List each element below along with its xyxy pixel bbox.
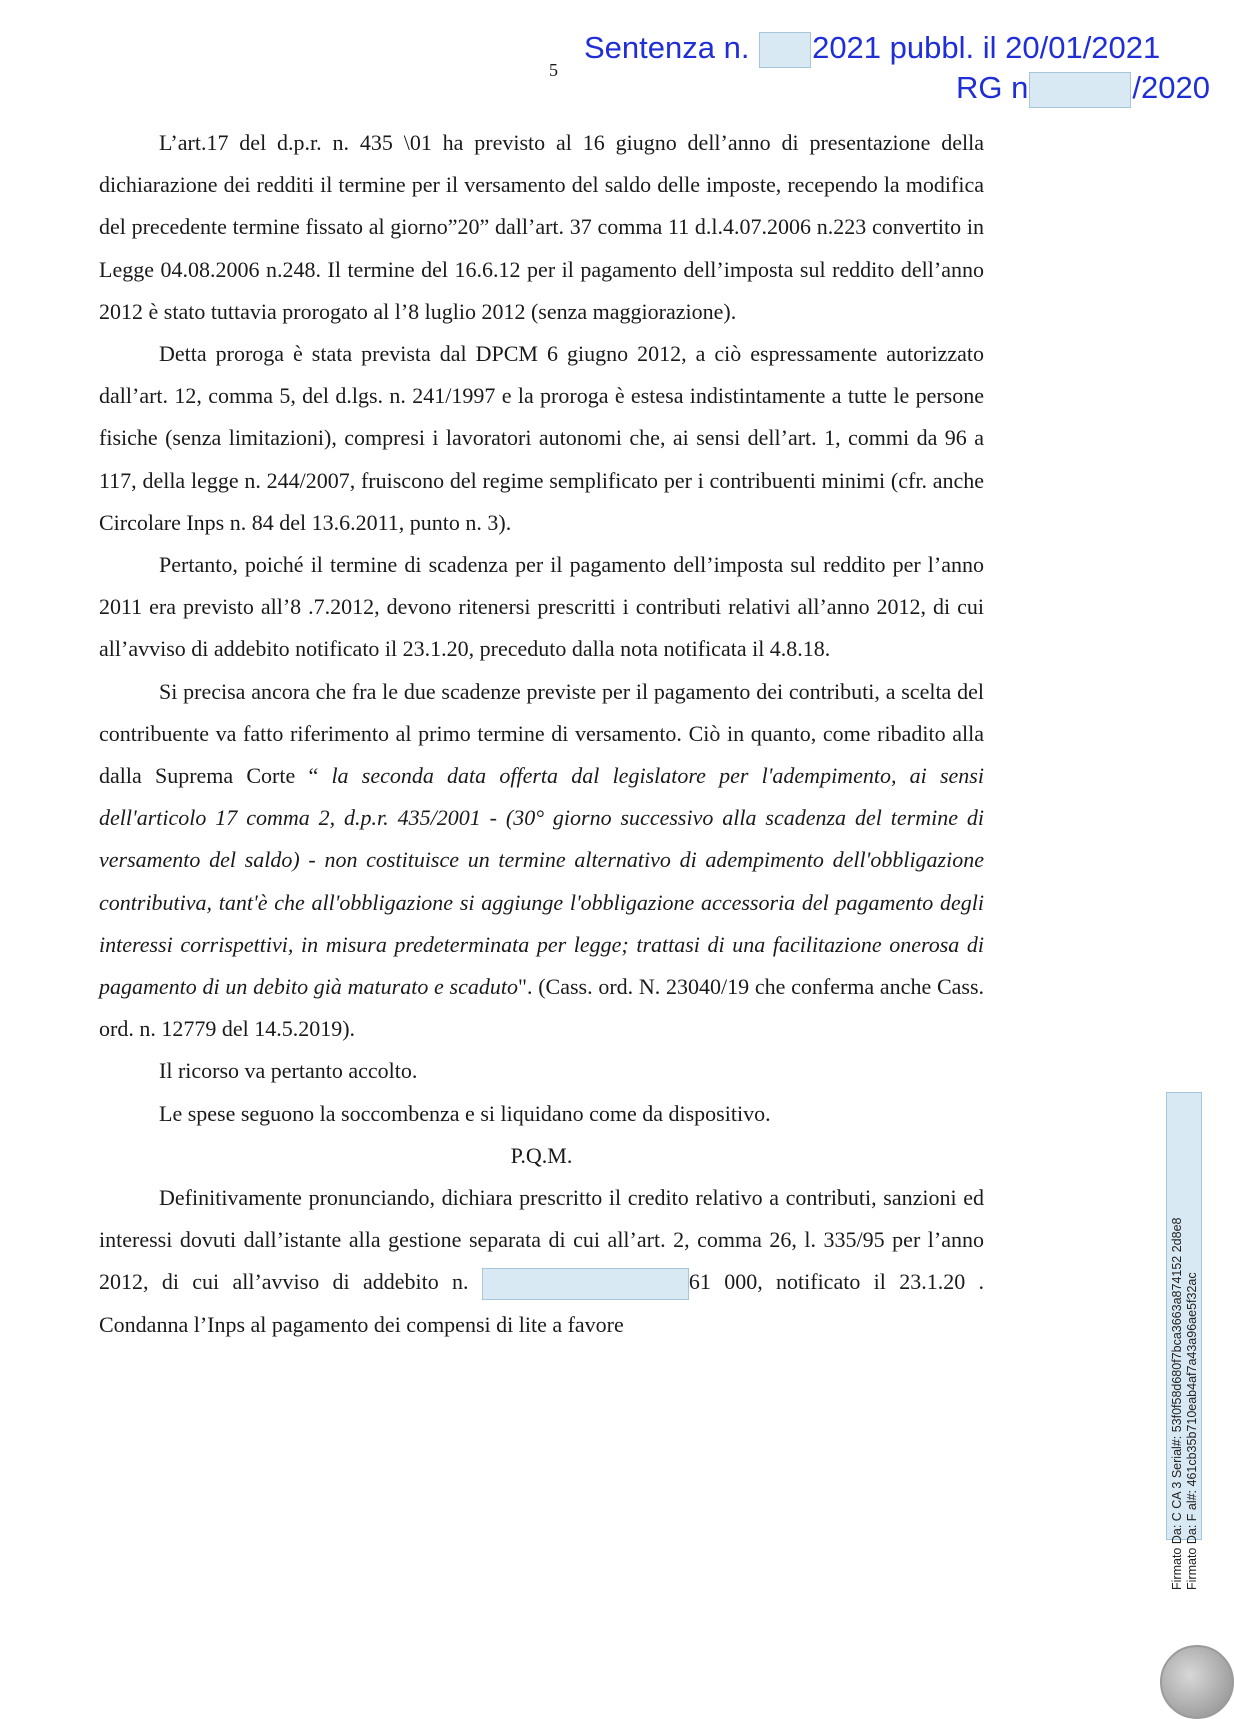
redaction-box <box>482 1268 689 1300</box>
rg-label: RG n <box>956 70 1029 105</box>
page-number: 5 <box>549 60 558 80</box>
paragraph-7-post: 61 000, notificato il 23.1.20 . Condanna l’Inps al pagamento dei compensi di lite a favore <box>99 1269 985 1337</box>
redaction-box <box>1029 72 1131 108</box>
paragraph-7-pre: Definitivamente pronunciando, dichiara prescritto il credito relativo a contributi, sanzioni ed interessi dovuti dall’istante alla gestione separata di cui all’art. 2, comma 26, l. 335/95 per l’anno 2012, di cui all’avviso di addebito n. <box>99 1185 984 1295</box>
signature-line-1: Firmato Da: C CA 3 Serial#: 53f0f58d680f7bca3663a874152 2d8e8 <box>1170 1217 1184 1590</box>
quoted-jurisprudence: la seconda data offerta dal legislatore per l'adempimento, ai sensi dell'articolo 17 comma 2, d.p.r. 435/2001 - (30° giorno successivo alla scadenza del termine di versamento del saldo) - non costituisce un termine alternativo di adempimento dell'obbligazione contributiva, tant'è che all'obbligazione si aggiunge l'obbligazione accessoria del pagamento degli interessi corrispettivi, in misura predeterminata per legge; trattasi di una facilitazione onerosa di pagamento di un debito già maturato e scaduto <box>99 763 984 1000</box>
rg-year: /2020 <box>1132 70 1210 105</box>
seal-icon <box>1160 1645 1234 1719</box>
signature-line-2: Firmato Da: F al#: 461cb35b710eab4af7a43a96ae5f32ac <box>1185 1272 1199 1590</box>
paragraph-3: Pertanto, poiché il termine di scadenza per il pagamento dell’imposta sul reddito per l’anno 2011 era previsto all’8 .7.2012, devono ritenersi prescritti i contributi relativi all’anno 2012, di cui all’avviso di addebito notificato il 23.1.20, preceduto dalla nota notificata il 4.8.18. <box>99 552 984 662</box>
sentenza-date: 2021 pubbl. il 20/01/2021 <box>812 30 1161 65</box>
paragraph-7 <box>99 1177 984 1346</box>
paragraph-4 <box>99 671 984 1051</box>
redaction-box <box>759 32 811 68</box>
paragraph-1: L’art.17 del d.p.r. n. 435 \01 ha previsto al 16 giugno dell’anno di presentazione della dichiarazione dei redditi il termine per il versamento del saldo delle imposte, recependo la modifica del precedente termine fissato al giorno”20” dall’art. 37 comma 11 d.l.4.07.2006 n.223 convertito in Legge 04.08.2006 n.248. Il termine del 16.6.12 per il pagamento dell’imposta sul reddito dell’anno 2012 è stato tuttavia prorogato al l’8 luglio 2012 (senza maggiorazione). <box>99 130 984 324</box>
paragraph-4-lead: Si precisa ancora che fra le due scadenze previste per il pagamento dei contributi, a scelta del contribuente va fatto riferimento al primo termine di versamento. Ciò in quanto, come ribadito alla dalla Suprema Corte “ <box>99 678 984 789</box>
header-stamp <box>584 28 1210 108</box>
sentenza-label: Sentenza n. <box>584 30 759 65</box>
digital-signature-text <box>1170 730 1200 1590</box>
paragraph-6: Le spese seguono la soccombenza e si liquidano come da dispositivo. <box>159 1100 771 1126</box>
paragraph-5: Il ricorso va pertanto accolto. <box>159 1058 418 1084</box>
document-body <box>99 122 984 1346</box>
rg-line <box>956 68 1210 108</box>
sentenza-line <box>584 28 1160 68</box>
paragraph-4-citation: ". (Cass. ord. N. 23040/19 che conferma anche Cass. ord. n. 12779 del 14.5.2019). <box>99 974 985 1042</box>
paragraph-2: Detta proroga è stata prevista dal DPCM 6 giugno 2012, a ciò espressamente autorizzato dall’art. 12, comma 5, del d.lgs. n. 241/1997 e la proroga è estesa indistintamente a tutte le persone fisiche (senza limitazioni), compresi i lavoratori autonomi che, ai sensi dell’art. 1, commi da 96 a 117, della legge n. 244/2007, fruiscono del regime semplificato per i contribuenti minimi (cfr. anche Circolare Inps n. 84 del 13.6.2011, punto n. 3). <box>99 341 984 535</box>
pqm-heading: P.Q.M. <box>510 1142 573 1168</box>
